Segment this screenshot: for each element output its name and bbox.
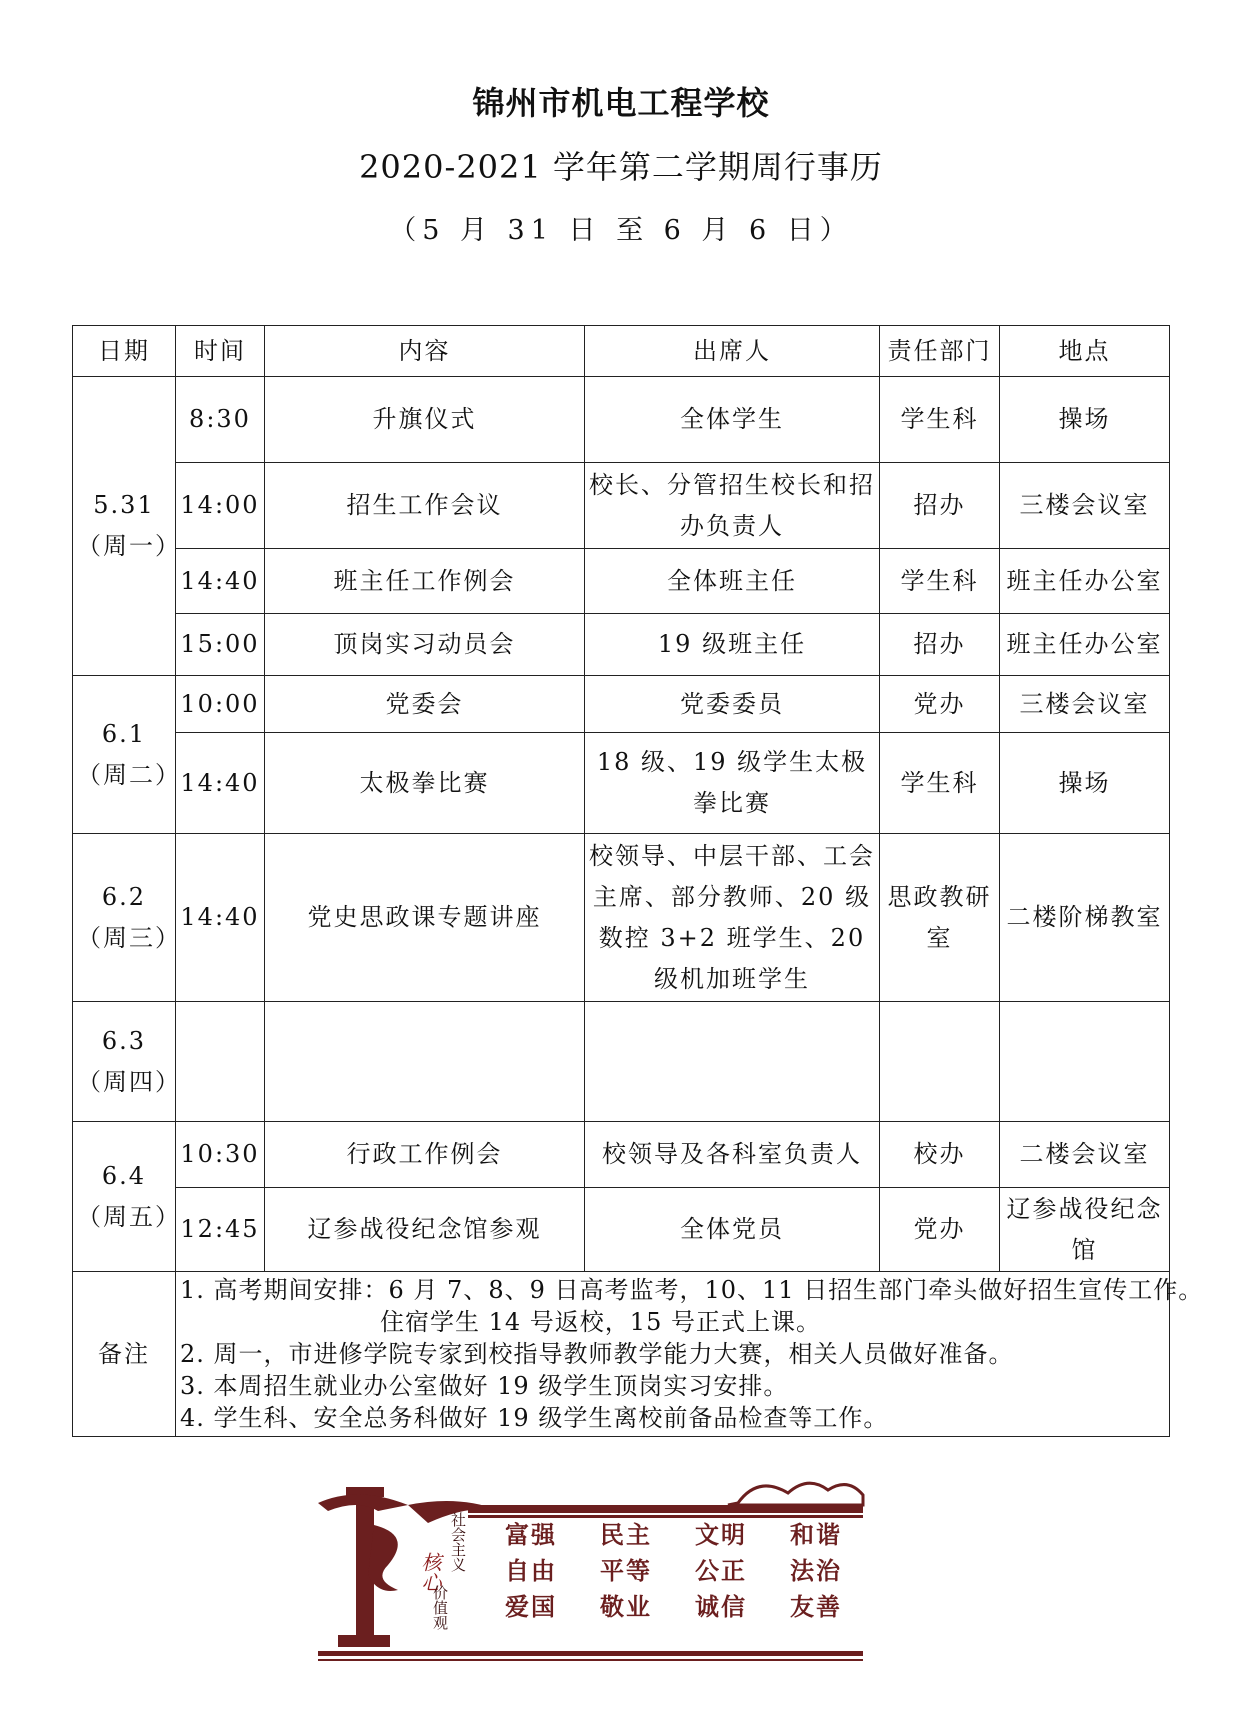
table-row (73, 733, 1170, 834)
content-cell (265, 1002, 585, 1122)
table-row (73, 676, 1170, 733)
date-value: 6.4 (101, 1161, 147, 1190)
attendees-cell: 全体学生 (585, 377, 880, 463)
content-cell: 顶岗实习动员会 (265, 614, 585, 676)
content-cell: 班主任工作例会 (265, 549, 585, 614)
dept-cell (880, 1002, 1000, 1122)
dept-cell: 学生科 (880, 549, 1000, 614)
date-cell (73, 377, 181, 676)
time-cell: 10:30 (176, 1122, 265, 1188)
dept-cell: 招办 (880, 614, 1000, 676)
value-word: 民主 (600, 1521, 652, 1549)
dept-cell: 学生科 (880, 733, 1000, 834)
col-header-dept: 责任部门 (880, 326, 1000, 377)
dept-cell: 党办 (880, 1188, 1000, 1272)
note-line: 1. 高考期间安排：6 月 7、8、9 日高考监考，10、11 日招生部门牵头做好招生宣传工作。 (180, 1276, 1204, 1304)
date-cell (73, 1122, 181, 1272)
table-row (73, 1002, 1170, 1122)
value-word: 友善 (790, 1593, 842, 1621)
col-header-place: 地点 (1000, 326, 1170, 377)
attendees-cell (585, 1002, 880, 1122)
content-cell: 辽参战役纪念馆参观 (265, 1188, 585, 1272)
weekday: （周二） (77, 760, 181, 789)
place-cell: 班主任办公室 (1000, 614, 1170, 676)
place-cell: 三楼会议室 (1000, 463, 1170, 549)
date-cell (73, 834, 181, 1002)
attendees-cell: 19 级班主任 (585, 614, 880, 676)
table-row (73, 377, 1170, 463)
col-header-date: 日期 (73, 326, 176, 377)
col-header-content: 内容 (265, 326, 585, 377)
table-row (73, 1122, 1170, 1188)
table-row (73, 463, 1170, 549)
table-row (73, 1188, 1170, 1272)
time-cell: 14:40 (176, 733, 265, 834)
attendees-cell: 校领导及各科室负责人 (585, 1122, 880, 1188)
table-row (73, 614, 1170, 676)
time-cell: 15:00 (176, 614, 265, 676)
attendees-cell: 全体党员 (585, 1188, 880, 1272)
school-name: 锦州市机电工程学校 (472, 84, 770, 122)
date-value: 6.1 (101, 719, 147, 748)
note-line: 4. 学生科、安全总务科做好 19 级学生离校前备品检查等工作。 (180, 1404, 889, 1432)
attendees-cell: 全体班主任 (585, 549, 880, 614)
date-cell (73, 1002, 181, 1122)
side-text-core: 核心 (418, 1552, 442, 1592)
place-cell: 操场 (1000, 733, 1170, 834)
weekday: （周四） (77, 1067, 181, 1096)
time-cell: 14:00 (176, 463, 265, 549)
value-word: 和谐 (790, 1521, 842, 1549)
weekday: （周三） (77, 923, 181, 952)
table-row (73, 549, 1170, 614)
note-line: 2. 周一，市进修学院专家到校指导教师教学能力大赛，相关人员做好准备。 (180, 1340, 1014, 1368)
content-cell: 招生工作会议 (265, 463, 585, 549)
time-cell: 8:30 (176, 377, 265, 463)
term-title: 2020-2021 学年第二学期周行事历 (359, 148, 883, 186)
note-line: 住宿学生 14 号返校，15 号正式上课。 (380, 1308, 821, 1336)
place-cell: 班主任办公室 (1000, 549, 1170, 614)
attendees-cell: 党委委员 (585, 676, 880, 733)
notes-cell (176, 1272, 1204, 1437)
table-row (73, 834, 1170, 1002)
weekday: （周一） (77, 532, 181, 560)
value-word: 诚信 (695, 1593, 747, 1621)
time-cell: 14:40 (176, 834, 265, 1002)
time-cell: 10:00 (176, 676, 265, 733)
value-word: 敬业 (600, 1593, 652, 1621)
place-cell: 操场 (1000, 377, 1170, 463)
attendees-cell: 校长、分管招生校长和招办负责人 (585, 463, 880, 549)
content-cell: 升旗仪式 (265, 377, 585, 463)
schedule-table (72, 325, 1204, 1437)
note-line: 3. 本周招生就业办公室做好 19 级学生顶岗实习安排。 (180, 1372, 789, 1400)
date-cell (73, 676, 181, 834)
date-range: （5 月 31 日 至 6 月 6 日） (389, 215, 853, 246)
dept-cell: 校办 (880, 1122, 1000, 1188)
notes-row (73, 1272, 1170, 1437)
value-word: 法治 (790, 1557, 842, 1585)
attendees-cell: 校领导、中层干部、工会主席、部分教师、20 级数控 3+2 班学生、20 级机加班学生 (585, 834, 880, 1002)
value-word: 平等 (600, 1557, 652, 1585)
content-cell: 行政工作例会 (265, 1122, 585, 1188)
content-cell: 党委会 (265, 676, 585, 733)
side-text-values: 价值观 (431, 1585, 449, 1630)
value-word: 文明 (695, 1521, 747, 1549)
value-word: 自由 (505, 1557, 557, 1585)
dept-cell: 学生科 (880, 377, 1000, 463)
col-header-time: 时间 (176, 326, 265, 377)
attendees-cell: 18 级、19 级学生太极拳比赛 (585, 733, 880, 834)
dept-cell: 党办 (880, 676, 1000, 733)
date-value: 6.3 (101, 1026, 147, 1055)
content-cell: 太极拳比赛 (265, 733, 585, 834)
cloud-scroll-icon (728, 1483, 863, 1505)
place-cell: 二楼会议室 (1000, 1122, 1170, 1188)
place-cell: 三楼会议室 (1000, 676, 1170, 733)
date-value: 5.31 (93, 491, 155, 519)
value-word: 爱国 (505, 1593, 557, 1621)
place-cell: 辽参战役纪念馆 (1000, 1188, 1170, 1272)
dept-cell: 招办 (880, 463, 1000, 549)
notes-label: 备注 (73, 1272, 176, 1437)
col-header-attendees: 出席人 (585, 326, 880, 377)
place-cell (1000, 1002, 1170, 1122)
place-cell: 二楼阶梯教室 (1000, 834, 1170, 1002)
side-text-socialism: 社会主义 (449, 1512, 467, 1572)
content-cell: 党史思政课专题讲座 (265, 834, 585, 1002)
value-word: 公正 (695, 1557, 747, 1585)
dept-cell: 思政教研室 (880, 834, 1000, 1002)
time-cell: 12:45 (176, 1188, 265, 1272)
date-value: 6.2 (101, 882, 147, 911)
weekday: （周五） (77, 1202, 181, 1231)
time-cell: 14:40 (176, 549, 265, 614)
time-cell (176, 1002, 265, 1122)
table-header-row (73, 326, 1170, 377)
value-word: 富强 (505, 1521, 557, 1549)
